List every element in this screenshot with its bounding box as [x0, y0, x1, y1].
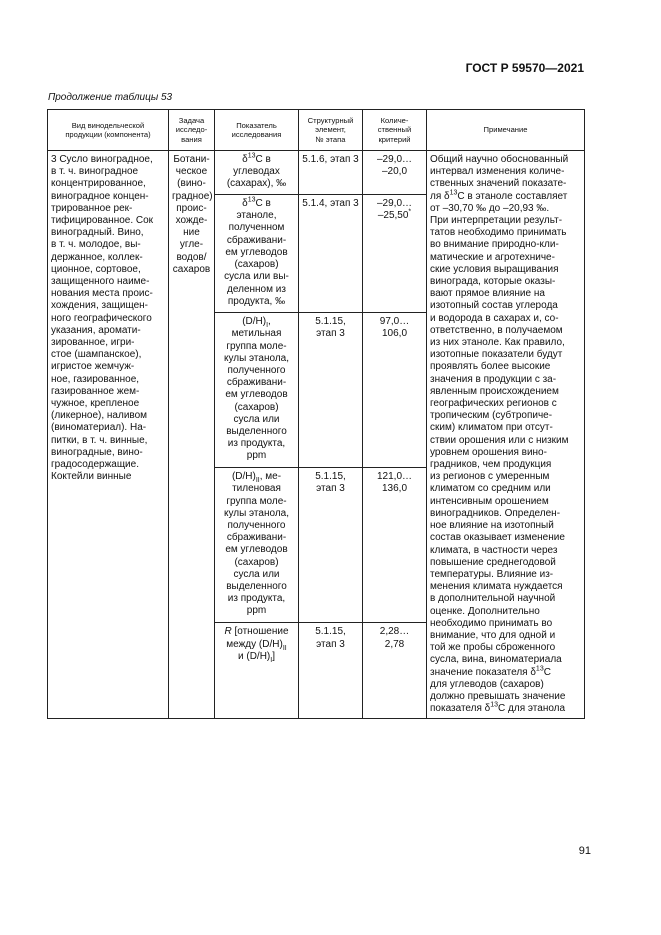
criterion-cell: –29,0… –20,0	[363, 151, 427, 195]
criterion-cell: 121,0… 136,0	[363, 468, 427, 623]
task-cell: Ботани- ческое (вино- градное) проис- хожде- ние угле- водов/ сахаров	[169, 151, 215, 719]
note-cell: Общий научно обоснованный интервал изменения количе- ственных значений показате- ля $\delta^{13}C$ в этаноле составляет от –30,70 ‰ до –20,93 ‰. При интерпретации результ- татов необходимо принимать во внимание природно-кли- матические и агротехниче- ские условия выращивания винограда, которые оказы- вают прямое влияние на изотопный состав углерода и водорода в сахарах и, со- ответственно, в получаемом из них этаноле. Как правило, изотопные показатели будут проявлять более высокие значения в продукции с за- явленным происхождением географических регионов с тропическим (субтропиче- ским) климатом при отсут- ствии орошения или с низким уровнем орошения вино- градников, чем продукция из регионов с умеренным климатом со средним или интенсивным орошением виноградников. Определен- ное влияние на изотопный состав оказывает изменение климата, в частности через повышение среднегодовой температуры. Влияние из- менения климата нуждается в дополнительной научной оценке. Дополнительно необходимо принимать во внимание, что для одной и той же пробы сброженного сусла, вина, виноматериала значение показателя $\delta^{13}C$ для углеводов (сахаров) должно превышать значение показателя $\delta^{13}C$ для этанола	[427, 151, 585, 719]
page-number: 91	[578, 845, 591, 857]
criterion-cell: 97,0… 106,0	[363, 313, 427, 468]
table-header-row	[48, 110, 585, 151]
element-cell: 5.1.6, этап 3	[299, 151, 363, 195]
element-cell: 5.1.15, этап 3	[299, 468, 363, 623]
indicator-cell: R [отношение между $(D/H)_{II}$ и $(D/H)_I$]	[215, 623, 299, 719]
element-cell: 5.1.15, этап 3	[299, 623, 363, 719]
element-cell: 5.1.15, этап 3	[299, 313, 363, 468]
column-header-product: Вид винодельческой продукции (компонента)	[48, 110, 169, 151]
column-header-criterion: Количе- ственный критерий	[363, 110, 427, 151]
table-row	[48, 151, 585, 195]
criterion-cell: –29,0… –25,50*	[363, 195, 427, 313]
indicator-cell: $\delta^{13}C$ в этаноле, полученном сбраживани- ем углеводов (сахаров) сусла или вы- деленном из продукта, ‰	[215, 195, 299, 313]
column-header-indicator: Показатель исследования	[215, 110, 299, 151]
indicator-cell: $\delta^{13}C$ в углеводах (сахарах), ‰	[215, 151, 299, 195]
criterion-cell: 2,28… 2,78	[363, 623, 427, 719]
data-table	[47, 109, 585, 719]
indicator-cell: $(D/H)_{II}$, ме- тиленовая группа моле- кулы этанола, полученного сбраживани- ем углеводов (сахаров) сусла или выделенного из продукта, ppm	[215, 468, 299, 623]
column-header-task: Задача исследо- вания	[169, 110, 215, 151]
table-caption: Продолжение таблицы 53	[48, 92, 173, 103]
column-header-note: Примечание	[427, 110, 585, 151]
column-header-structural-element: Структурный элемент, № этапа	[299, 110, 363, 151]
document-standard-number: ГОСТ Р 59570—2021	[465, 61, 584, 75]
product-cell: 3 Сусло виноградное, в т. ч. виноградное концентрированное, виноградное концен- трированное рек- тифицированное. Сок виноградный. Вино, в т. ч. молодое, вы- держанное, коллек- ционное, сортовое, защищенного наиме- нования места проис- хождения, защищен- ного географического указания, аромати- зированное, игри- стое (шампанское), игристое жемчуж- ное, газированное, газированное жем- чужное, крепленое (ликерное), наливом (виноматериал). На- питки, в т. ч. винные, виноградные, вино- градосодержащие. Коктейли винные	[48, 151, 169, 719]
element-cell: 5.1.4, этап 3	[299, 195, 363, 313]
indicator-cell: $(D/H)_I$, метильная группа моле- кулы этанола, полученного сбраживани- ем углеводов (сахаров) сусла или выделенного из продукта, ppm	[215, 313, 299, 468]
